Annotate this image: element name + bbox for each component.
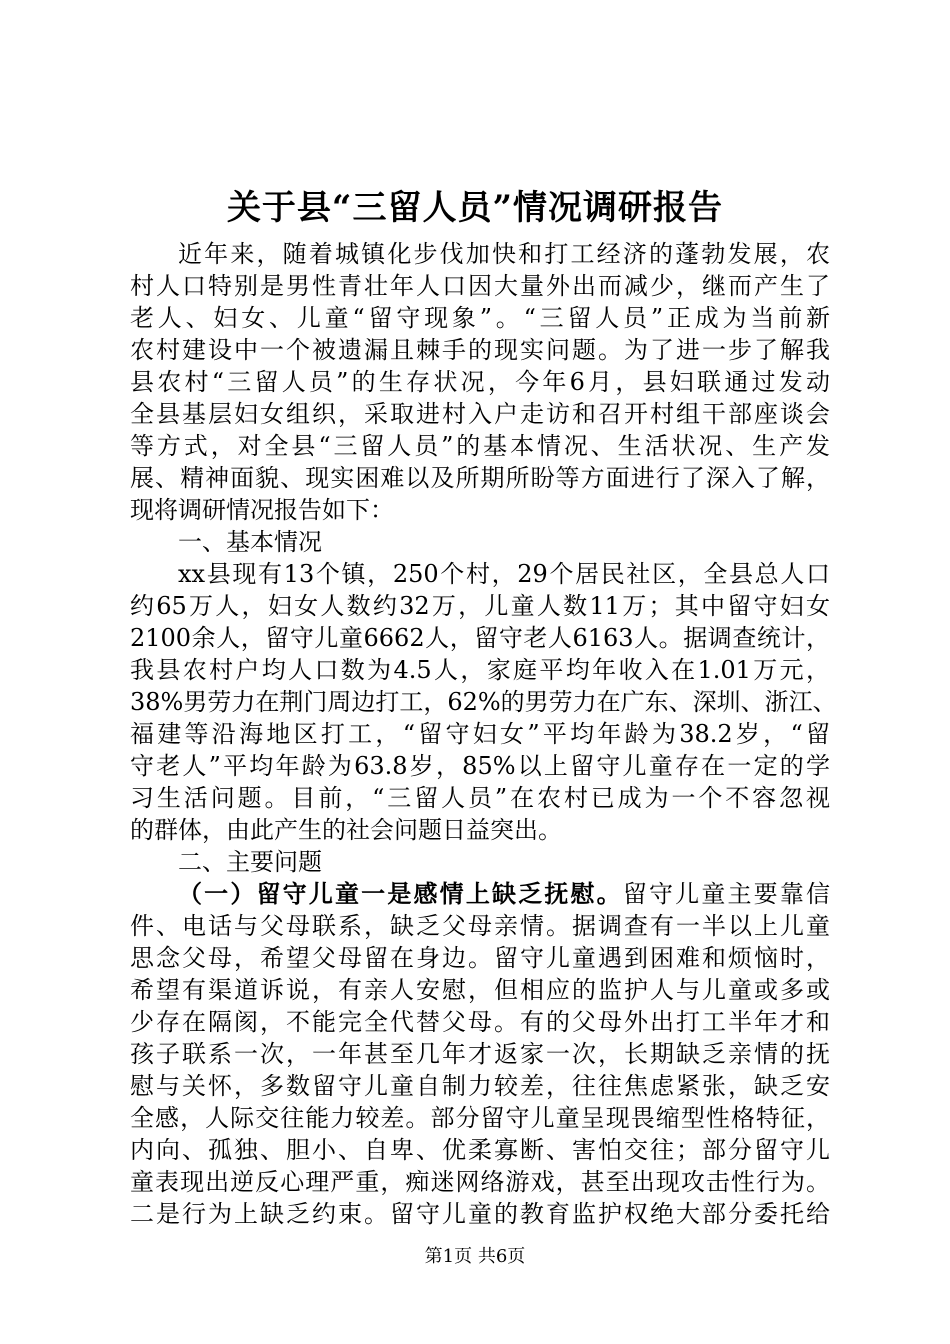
intro-paragraph [130, 238, 830, 526]
document-title: 关于县“三留人员”情况调研报告 [226, 188, 724, 228]
paragraph-line: 村人口特别是男性青壮年人口因大量外出而减少，继而产生了 [130, 272, 830, 300]
subsection-lead: （一）留守儿童一是感情上缺乏抚慰。 [178, 880, 623, 908]
paragraph-line: 童表现出逆反心理严重，痴迷网络游戏，甚至出现攻击性行为。 [130, 1168, 830, 1196]
paragraph-line: 守老人”平均年龄为63.8岁，85%以上留守儿童存在一定的学 [130, 752, 830, 780]
section-heading: 二、主要问题 [178, 848, 322, 876]
paragraph-line: 思念父母，希望父母留在身边。留守儿童遇到困难和烦恼时， [130, 944, 830, 972]
paragraph-line: 现将调研情况报告如下： [130, 496, 394, 524]
paragraph-line: 38%男劳力在荆门周边打工，62%的男劳力在广东、深圳、浙江、 [130, 688, 837, 716]
paragraph-line: 县农村“三留人员”的生存状况，今年6月，县妇联通过发动 [130, 368, 830, 396]
section-heading: 一、基本情况 [178, 528, 322, 556]
paragraph-line: 内向、孤独、胆小、自卑、优柔寡断、害怕交往；部分留守儿 [130, 1136, 830, 1164]
document-body [130, 238, 837, 1230]
paragraph-line: 农村建设中一个被遗漏且棘手的现实问题。为了进一步了解我 [130, 336, 830, 364]
paragraph-line: 的群体，由此产生的社会问题日益突出。 [130, 816, 562, 844]
paragraph-line: 慰与关怀，多数留守儿童自制力较差，往往焦虑紧张，缺乏安 [130, 1072, 830, 1100]
paragraph-line: 展、精神面貌、现实困难以及所期所盼等方面进行了深入了解， [130, 464, 830, 492]
paragraph-line: 2100余人，留守儿童6662人，留守老人6163人。据调查统计， [130, 624, 830, 652]
paragraph-line: 孩子联系一次，一年甚至几年才返家一次，长期缺乏亲情的抚 [130, 1040, 830, 1068]
section2-paragraph [130, 878, 830, 1230]
paragraph-line: 二是行为上缺乏约束。留守儿童的教育监护权绝大部分委托给 [130, 1200, 830, 1228]
paragraph-line: 件、电话与父母联系，缺乏父母亲情。据调查有一半以上儿童 [130, 912, 830, 940]
page-footer: 第1页 共6页 [424, 1246, 526, 1267]
paragraph-line: 全感，人际交往能力较差。部分留守儿童呈现畏缩型性格特征， [130, 1104, 830, 1132]
paragraph-line [130, 878, 830, 910]
paragraph-line: 我县农村户均人口数为4.5人，家庭平均年收入在1.01万元， [130, 656, 830, 684]
paragraph-text: 留守儿童主要靠信 [622, 880, 831, 908]
paragraph-line: 少存在隔阂，不能完全代替父母。有的父母外出打工半年才和 [130, 1008, 830, 1036]
paragraph-line: 约65万人，妇女人数约32万，儿童人数11万；其中留守妇女 [130, 592, 830, 620]
paragraph-line: 习生活问题。目前，“三留人员”在农村已成为一个不容忽视 [130, 784, 830, 812]
paragraph-line: 老人、妇女、儿童“留守现象”。“三留人员”正成为当前新 [130, 304, 830, 332]
paragraph-line: 等方式，对全县“三留人员”的基本情况、生活状况、生产发 [130, 432, 830, 460]
paragraph-line: xx县现有13个镇，250个村，29个居民社区，全县总人口 [178, 560, 830, 588]
section1-paragraph [130, 558, 837, 846]
paragraph-line: 全县基层妇女组织，采取进村入户走访和召开村组干部座谈会 [130, 400, 830, 428]
paragraph-line: 福建等沿海地区打工，“留守妇女”平均年龄为38.2岁，“留 [130, 720, 830, 748]
paragraph-line: 希望有渠道诉说，有亲人安慰，但相应的监护人与儿童或多或 [130, 976, 830, 1004]
paragraph-line: 近年来，随着城镇化步伐加快和打工经济的蓬勃发展，农 [178, 240, 830, 268]
